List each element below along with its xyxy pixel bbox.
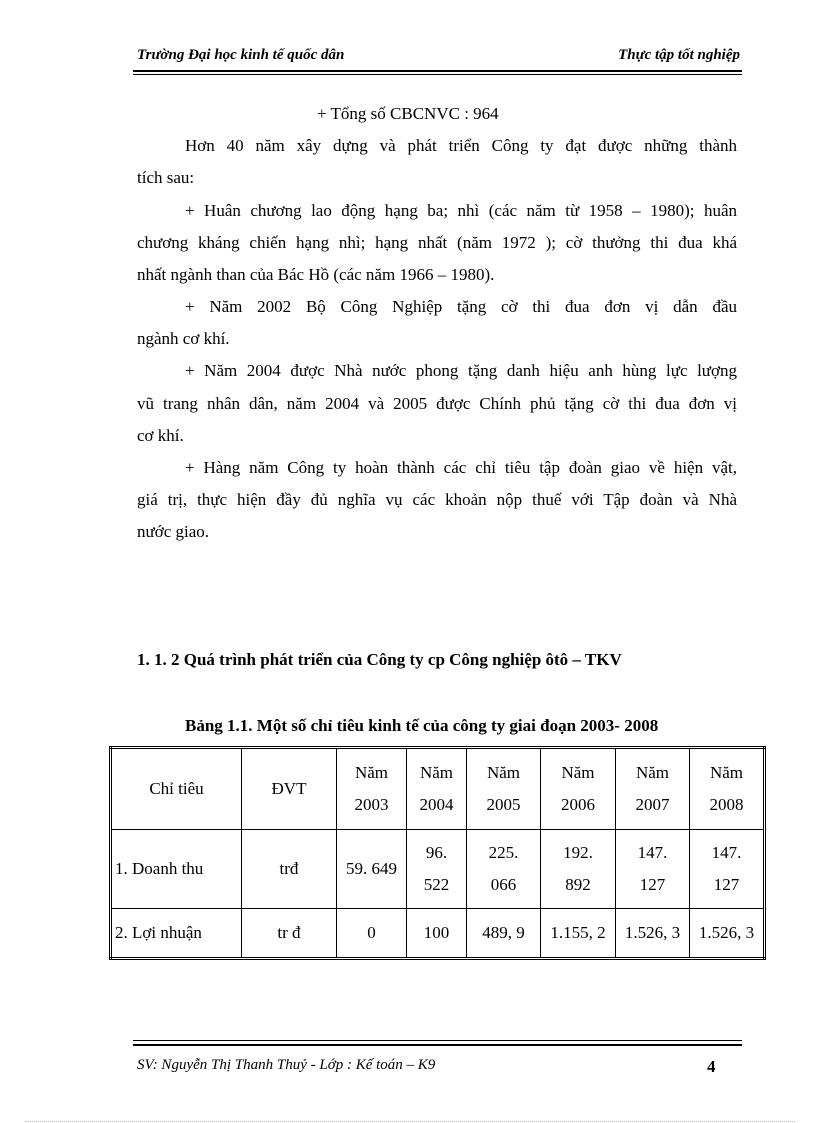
footer-student-info: SV: Nguyễn Thị Thanh Thuỷ - Lớp : Kế toán – K9 [137,1057,436,1073]
award3-line-1: + Năm 2004 được Nhà nước phong tặng danh hiệu anh hùng lực lượng [185,361,737,380]
economic-indicators-table [109,746,766,960]
award1-line-1: + Huân chương lao động hạng ba; nhì (các năm từ 1958 – 1980); huân [185,201,737,220]
header-year-2004: Năm 2004 [407,748,467,830]
cell-profit-2005: 489, 9 [467,909,541,959]
footer-rule-thick [133,1044,742,1046]
award2-line-1: + Năm 2002 Bộ Công Nghiệp tặng cờ thi đua đơn vị dẫn đầu [185,297,737,316]
cell-profit-2007: 1.526, 3 [616,909,690,959]
header-year-2006: Năm 2006 [541,748,616,830]
cell-revenue-2004: 96. 522 [407,830,467,909]
table-caption: Bảng 1.1. Một số chỉ tiêu kinh tế của công ty giai đoạn 2003- 2008 [185,716,659,735]
header-year-2003: Năm 2003 [337,748,407,830]
award1-line-3: nhất ngành than của Bác Hồ (các năm 1966 – 1980). [137,265,495,284]
header-rule-thin [133,74,742,75]
page-header [137,47,740,69]
table-header-row [111,748,765,830]
award2-line-2: ngành cơ khí. [137,329,230,348]
cell-profit-2003: 0 [337,909,407,959]
header-rule-thick [133,70,742,72]
header-year-2007: Năm 2007 [616,748,690,830]
header-year-2005: Năm 2005 [467,748,541,830]
cell-profit-2008: 1.526, 3 [690,909,765,959]
page-number: 4 [707,1057,716,1076]
row-unit-profit: tr đ [242,909,337,959]
cell-revenue-2007: 147. 127 [616,830,690,909]
cell-revenue-2003: 59. 649 [337,830,407,909]
row-label-revenue: 1. Doanh thu [111,830,242,909]
row-unit-revenue: trđ [242,830,337,909]
cell-revenue-2008: 147. 127 [690,830,765,909]
footer-rule-thin [133,1040,742,1041]
intro-line-1: Hơn 40 năm xây dựng và phát triển Công ty đạt được những thành [185,136,737,155]
intro-line-2: tích sau: [137,168,195,187]
header-university: Trường Đại học kinh tế quốc dân [137,47,345,63]
cell-revenue-2005: 225. 066 [467,830,541,909]
award4-line-2: giá trị, thực hiện đầy đủ nghĩa vụ các khoản nộp thuế với Tập đoàn và Nhà [137,490,737,509]
award3-line-3: cơ khí. [137,426,184,445]
header-unit: ĐVT [242,748,337,830]
cell-revenue-2006: 192. 892 [541,830,616,909]
page-edge-divider [25,1121,795,1122]
section-heading: 1. 1. 2 Quá trình phát triển của Công ty cp Công nghiệp ôtô – TKV [137,650,622,669]
cell-profit-2004: 100 [407,909,467,959]
award4-line-1: + Hàng năm Công ty hoàn thành các chỉ tiêu tập đoàn giao về hiện vật, [185,458,737,477]
table-row [111,909,765,959]
header-indicator: Chỉ tiêu [111,748,242,830]
award3-line-2: vũ trang nhân dân, năm 2004 và 2005 được Chính phủ tặng cờ thi đua đơn vị [137,394,737,413]
header-report-type: Thực tập tốt nghiệp [618,47,740,63]
header-year-2008: Năm 2008 [690,748,765,830]
cell-profit-2006: 1.155, 2 [541,909,616,959]
award1-line-2: chương kháng chiến hạng nhì; hạng nhất (năm 1972 ); cờ thưởng thi đua khá [137,233,737,252]
staff-count-line: + Tổng số CBCNVC : 964 [317,104,499,123]
row-label-profit: 2. Lợi nhuận [111,909,242,959]
award4-line-3: nước giao. [137,522,210,541]
table-row [111,830,765,909]
